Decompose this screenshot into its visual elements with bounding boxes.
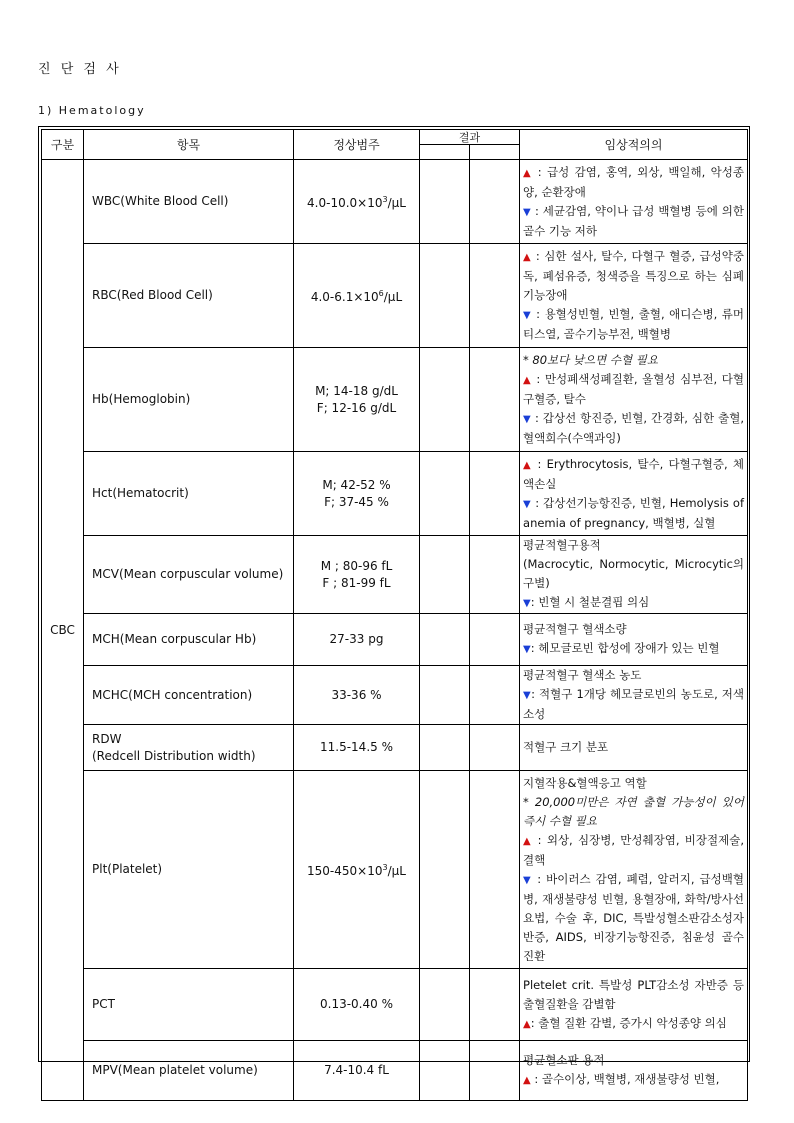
triangle-up-icon: ▲ xyxy=(523,835,533,847)
clinical-cell xyxy=(520,536,748,614)
triangle-down-icon: ▼ xyxy=(523,644,531,655)
result-cell xyxy=(420,969,470,1041)
header-range: 정상범주 xyxy=(294,130,420,160)
range-unit: /μL xyxy=(387,864,406,878)
clinical-text: : 심한 설사, 탈수, 다혈구 혈증, 급성약중독, 폐섬유증, 청색증을 특징으로 하는 심폐기능장애 xyxy=(523,249,745,302)
clinical-line xyxy=(523,370,744,409)
clinical-cell xyxy=(520,614,748,666)
clinical-text: : 외상, 심장병, 만성췌장염, 비장절제술, 결핵 xyxy=(523,832,744,867)
range-line: M ; 80-96 fL xyxy=(320,558,393,573)
result-cell xyxy=(470,536,520,614)
triangle-up-icon: ▲ xyxy=(523,1075,531,1086)
range-cell xyxy=(294,969,420,1041)
item-cell: MCV(Mean corpuscular volume) xyxy=(84,536,294,614)
triangle-down-icon: ▼ xyxy=(523,598,531,609)
range-cell xyxy=(294,160,420,244)
result-cell xyxy=(470,614,520,666)
range-exponent: 6 xyxy=(378,289,384,298)
clinical-line xyxy=(523,1070,744,1090)
range-unit: /μL xyxy=(383,290,403,304)
item-cell: MPV(Mean platelet volume) xyxy=(84,1041,294,1101)
clinical-text: 적혈구 크기 분포 xyxy=(523,740,609,754)
table-row xyxy=(42,1041,748,1101)
clinical-line xyxy=(523,305,744,344)
range-line: M; 42-52 % xyxy=(322,477,391,492)
result-cell xyxy=(470,666,520,725)
header-result-sub-1 xyxy=(420,145,470,160)
item-cell: PCT xyxy=(84,969,294,1041)
clinical-line xyxy=(523,555,744,593)
table-row xyxy=(42,348,748,452)
clinical-line xyxy=(523,455,744,494)
item-cell: MCHC(MCH concentration) xyxy=(84,666,294,725)
clinical-line xyxy=(523,831,744,870)
range-unit: /μL xyxy=(387,196,406,210)
result-cell xyxy=(420,536,470,614)
result-cell xyxy=(420,771,470,969)
item-line: (Redcell Distribution width) xyxy=(92,748,256,763)
clinical-text: 평균적혈구용적 xyxy=(523,538,601,552)
range-base: 4.0-10.0×10 xyxy=(307,196,383,210)
range-base: 150-450×10 xyxy=(307,864,383,878)
range-exponent: 3 xyxy=(382,863,388,872)
result-cell xyxy=(420,614,470,666)
clinical-line xyxy=(523,593,744,613)
result-cell xyxy=(420,160,470,244)
group-cell: CBC xyxy=(42,160,84,1101)
range-cell xyxy=(294,244,420,348)
clinical-cell xyxy=(520,771,748,969)
clinical-text: : 헤모글로빈 합성에 장애가 있는 빈혈 xyxy=(530,641,720,655)
result-cell xyxy=(470,725,520,771)
item-cell: RBC(Red Blood Cell) xyxy=(84,244,294,348)
clinical-text: Pletelet crit. 특발성 PLT감소성 자반증 등 출혈질환을 감별함 xyxy=(523,977,745,1011)
clinical-text: : 용혈성빈혈, 빈혈, 출혈, 애디슨병, 류머티스열, 골수기능부전, 백혈병 xyxy=(523,307,745,341)
clinical-line xyxy=(523,1014,744,1034)
range-line: 7.4-10.4 fL xyxy=(324,1063,389,1077)
range-line: F; 12-16 g/dL xyxy=(316,400,397,415)
clinical-line xyxy=(523,793,744,831)
clinical-line xyxy=(523,738,744,757)
clinical-text: : 바이러스 감염, 폐렴, 알러지, 급성백혈병, 재생불량성 빈혈, 용혈장애, 화학/방사선 요법, 수술 후, DIC, 특발성혈소판감소성자반증, AIDS, 비장기능항진증, 침윤성 골수 진환 xyxy=(523,871,745,963)
clinical-line xyxy=(523,870,744,966)
table-body xyxy=(42,160,748,1101)
clinical-cell xyxy=(520,969,748,1041)
range-cell xyxy=(294,771,420,969)
table-row xyxy=(42,614,748,666)
result-cell xyxy=(470,452,520,536)
hematology-table-frame xyxy=(38,126,750,1086)
clinical-line xyxy=(523,666,744,685)
clinical-cell xyxy=(520,666,748,725)
triangle-down-icon: ▼ xyxy=(523,874,533,886)
table-row xyxy=(42,666,748,725)
range-cell xyxy=(294,666,420,725)
table-row xyxy=(42,969,748,1041)
table-row xyxy=(42,244,748,348)
result-cell xyxy=(420,244,470,348)
result-cell xyxy=(420,725,470,771)
clinical-text: 평균적혈구 혈색소 농도 xyxy=(523,668,642,682)
clinical-line xyxy=(523,409,744,448)
table-row xyxy=(42,160,748,244)
range-base: 4.0-6.1×10 xyxy=(310,290,379,304)
clinical-line xyxy=(523,1051,744,1070)
triangle-down-icon: ▼ xyxy=(523,206,532,218)
page-title: 진 단 검 사 xyxy=(38,62,122,77)
clinical-line xyxy=(523,247,744,305)
clinical-line xyxy=(523,976,744,1014)
item-line: RDW xyxy=(92,731,122,746)
triangle-up-icon: ▲ xyxy=(523,167,533,179)
range-cell xyxy=(294,1041,420,1101)
result-cell xyxy=(470,969,520,1041)
clinical-text: * 20,000미만은 자연 출혈 가능성이 있어 즉시 수혈 필요 xyxy=(523,794,745,828)
clinical-line xyxy=(523,202,744,241)
table-row xyxy=(42,771,748,969)
clinical-line xyxy=(523,639,744,659)
result-cell xyxy=(470,160,520,244)
clinical-line xyxy=(523,774,744,793)
item-cell: MCH(Mean corpuscular Hb) xyxy=(84,614,294,666)
clinical-text: * 80보다 낮으면 수혈 필요 xyxy=(523,353,659,367)
range-cell xyxy=(294,348,420,452)
triangle-down-icon: ▼ xyxy=(523,498,532,510)
clinical-text: 지혈작용&혈액응고 역할 xyxy=(523,775,647,790)
item-cell xyxy=(84,725,294,771)
clinical-text: 평균혈소판 용적 xyxy=(523,1053,605,1067)
range-line: 33-36 % xyxy=(331,687,382,702)
clinical-text: : 출혈 질환 감별, 증가시 악성종양 의심 xyxy=(530,1015,727,1030)
clinical-cell xyxy=(520,244,748,348)
clinical-text: : 골수이상, 백혈병, 재생불량성 빈혈, xyxy=(530,1072,720,1086)
result-cell xyxy=(420,666,470,725)
clinical-cell xyxy=(520,1041,748,1101)
triangle-down-icon: ▼ xyxy=(523,690,532,701)
range-cell xyxy=(294,452,420,536)
clinical-text: : 급성 감염, 홍역, 외상, 백일해, 악성종양, 순환장애 xyxy=(523,164,744,199)
result-cell xyxy=(470,348,520,452)
range-line: 27-33 pg xyxy=(329,632,384,646)
range-line: F ; 81-99 fL xyxy=(322,575,391,590)
clinical-cell xyxy=(520,160,748,244)
range-cell xyxy=(294,725,420,771)
item-cell: Plt(Platelet) xyxy=(84,771,294,969)
triangle-down-icon: ▼ xyxy=(523,414,532,425)
item-cell: Hb(Hemoglobin) xyxy=(84,348,294,452)
triangle-up-icon: ▲ xyxy=(523,1018,531,1030)
header-result: 결과 xyxy=(420,130,520,145)
header-clinical: 임상적의의 xyxy=(520,130,748,160)
clinical-line xyxy=(523,685,744,724)
range-cell xyxy=(294,536,420,614)
item-cell: WBC(White Blood Cell) xyxy=(84,160,294,244)
table-row xyxy=(42,536,748,614)
triangle-up-icon: ▲ xyxy=(523,252,532,263)
triangle-up-icon: ▲ xyxy=(523,375,532,386)
header-group: 구분 xyxy=(42,130,84,160)
range-line: 0.13-0.40 % xyxy=(320,997,393,1011)
clinical-text: 평균적혈구 혈색소량 xyxy=(523,622,627,636)
result-cell xyxy=(420,348,470,452)
clinical-text: : 갑상선기능항진증, 빈혈, Hemolysis of anemia of pregnancy, 백혈병, 실혈 xyxy=(523,495,745,530)
clinical-text: : 적혈구 1개당 헤모글로빈의 농도로, 저색소성 xyxy=(523,687,745,721)
header-item: 항목 xyxy=(84,130,294,160)
clinical-line xyxy=(523,494,744,533)
clinical-cell xyxy=(520,452,748,536)
clinical-line xyxy=(523,536,744,555)
item-cell: Hct(Hematocrit) xyxy=(84,452,294,536)
section-subtitle: 1) Hematology xyxy=(38,104,146,117)
result-cell xyxy=(420,452,470,536)
clinical-text: : 빈혈 시 철분결핍 의심 xyxy=(530,595,650,609)
clinical-line xyxy=(523,620,744,639)
hematology-table xyxy=(41,129,748,1101)
range-line: F; 37-45 % xyxy=(324,494,389,509)
table-row xyxy=(42,452,748,536)
range-cell xyxy=(294,614,420,666)
header-result-sub-2 xyxy=(470,145,520,160)
triangle-up-icon: ▲ xyxy=(523,459,533,471)
clinical-line xyxy=(523,351,744,370)
range-exponent: 3 xyxy=(382,195,388,204)
clinical-cell xyxy=(520,725,748,771)
table-row xyxy=(42,725,748,771)
result-cell xyxy=(420,1041,470,1101)
result-cell xyxy=(470,1041,520,1101)
clinical-text: : 세균감염, 약이나 급성 백혈병 등에 의한 골수 기능 저하 xyxy=(523,203,744,238)
clinical-text: : 만성폐색성폐질환, 울혈성 심부전, 다혈구혈증, 탈수 xyxy=(523,372,745,406)
clinical-cell xyxy=(520,348,748,452)
range-line: 11.5-14.5 % xyxy=(320,740,393,754)
clinical-text: (Macrocytic, Normocytic, Microcytic의 구별) xyxy=(523,557,745,590)
range-line: M; 14-18 g/dL xyxy=(315,383,398,398)
clinical-text: : Erythrocytosis, 탈수, 다혈구혈증, 체액손실 xyxy=(523,456,745,491)
result-cell xyxy=(470,771,520,969)
clinical-line xyxy=(523,163,744,202)
clinical-text: : 갑상선 항진증, 빈혈, 간경화, 심한 출혈, 혈액희수(수액과잉) xyxy=(523,411,745,445)
triangle-down-icon: ▼ xyxy=(523,310,532,321)
result-cell xyxy=(470,244,520,348)
